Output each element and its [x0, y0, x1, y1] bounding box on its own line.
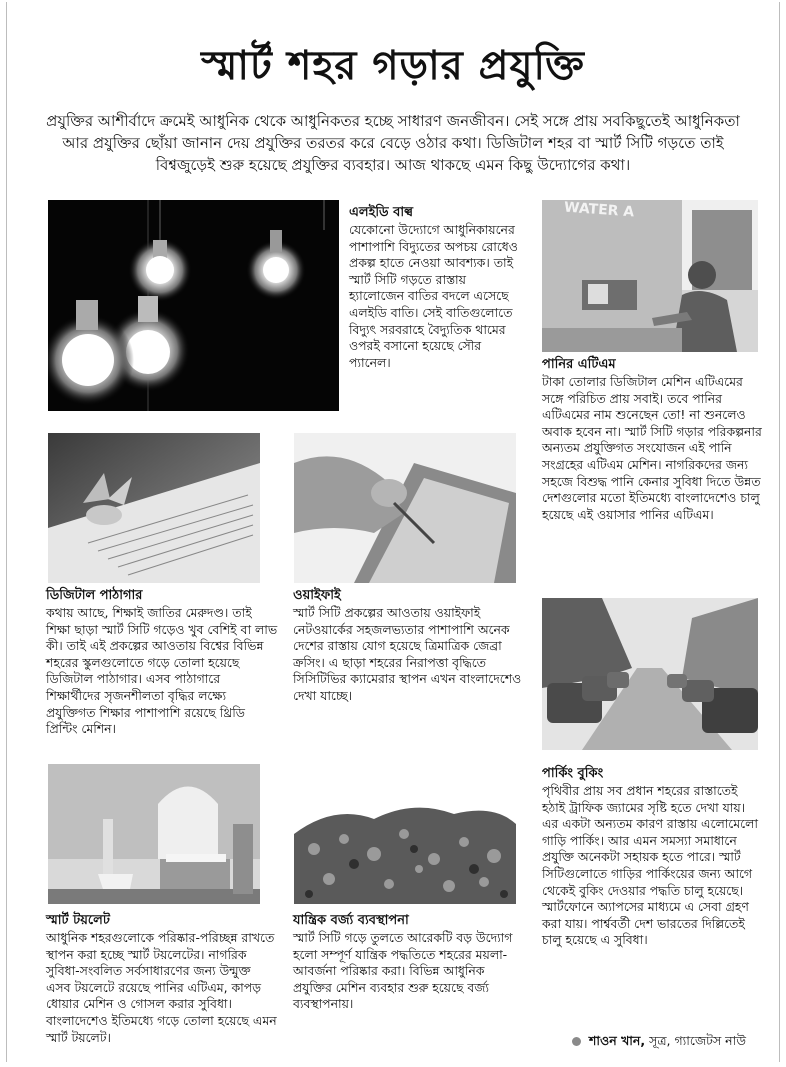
wifi-body: স্মার্ট সিটি প্রকল্পের আওতায় ওয়াইফাই নেটওয়ার্কের সহজলভ্যতার পাশাপাশি অনেক দেশের রাস্তায় যোগ হয়েছে ত্রিমাত্রিক জেব্রা ক্রসিং। এ ছাড়া শহরের নিরাপত্তা বৃদ্ধিতে সিসিটিভির ক্যামেরার স্থাপন এখন বাংলাদেশেও দেখা যাচ্ছে।: [293, 605, 522, 703]
water-atm-body: টাকা তোলার ডিজিটাল মেশিন এটিএমের সঙ্গে পরিচিত প্রায় সবাই। তবে পানির এটিএমের নাম শুনেছেন তো! না শুনলেও অবাক হবেন না। স্মার্ট সিটি গড়ার পরিকল্পনার অন্যতম প্রযুক্তিগত সংযোজন এই পানি সংগ্রহের এটিএম মেশিন। নাগরিকদের জন্য সহজে বিশুদ্ধ পানি কেনার সুবিধা দিতে উন্নত দেশগুলোর মতো ইতিমধ্যে বাংলাদেশেও চালু হয়েছে এই ওয়াসার পানির এটিএম।: [542, 374, 762, 522]
waste-management-heading: যান্ত্রিক বর্জ্য ব্যবস্থাপনা: [293, 913, 409, 928]
waste-management-body: স্মার্ট সিটি গড়ে তুলতে আরেকটি বড় উদ্যোগ হলো সম্পূর্ণ যান্ত্রিক পদ্ধতিতে শহরের ময়লা-আবর্জনা পরিষ্কার করা। বিভিন্ন আধুনিক প্রযুক্তির মেশিন ব্যবহার শুরু হয়েছে বর্জ্য ব্যবস্থাপনায়।: [293, 930, 513, 1012]
parking-body: পৃথিবীর প্রায় সব প্রধান শহরের রাস্তাতেই হঠাই ট্রাফিক জ্যামের সৃষ্টি হতে দেখা যায়। এর একটা অন্যতম কারণ রাস্তায় এলোমেলো গাড়ি পার্কিং। আর এমন সমস্যা সমাধানে প্রযুক্তি অনেকটা সহায়ক হতে পারে। স্মার্ট সিটিগুলোতে গাড়ির পার্কিংয়ের জন্য আগে থেকেই বুকিং দেওয়ার পদ্ধতি চালু হয়েছে। স্মার্টফোনে অ্যাপসের মাধ্যমে এ সেবা গ্রহণ করা যায়। পার্শ্ববর্তী দেশ ভারতের দিল্লিতেই চালু হয়েছে এ সুবিধা।: [542, 783, 758, 948]
parking-street-photo: [542, 598, 758, 750]
digital-library-body: কথায় আছে, শিক্ষাই জাতির মেরুদণ্ড। তাই শিক্ষা ছাড়া স্মার্ট সিটি গড়েও খুব বেশিই বা লাভ কী। তাই এই প্রকল্পের আওতায় বিশ্বের বিভিন্ন শহরের স্কুলগুলোতে গড়ে তোলা হয়েছে ডিজিটাল পাঠাগার। এসব পাঠাগারে শিক্ষার্থীদের সৃজনশীলতা বৃদ্ধির লক্ষ্যে প্রযুক্তিগত শিক্ষার পাশাপাশি রয়েছে থ্রিডি প্রিন্টিং মেশিন।: [46, 605, 278, 737]
page-title: স্মার্ট শহর গড়ার প্রযুক্তি: [201, 42, 585, 89]
digital-library-photo: [48, 433, 260, 583]
wifi-heading: ওয়াইফাই: [293, 588, 341, 603]
digital-library-heading: ডিজিটাল পাঠাগার: [46, 588, 143, 603]
led-body: যেকোনো উদ্যোগে আধুনিকায়নের পাশাপাশি বিদ্যুতের অপচয় রোধেও প্রকল্প হাতে নেওয়া আবশ্যক। তাই স্মার্ট সিটি গড়তে রাস্তায় হ্যালোজেন বাতির বদলে এসেছে এলইডি বাতি। সেই বাতিগুলোতে বিদ্যুৎ সরবরাহে বৈদ্যুতিক থামের ওপরই বসানো হয়েছে সৌর প্যানেল।: [349, 222, 518, 370]
led-section: [349, 205, 524, 371]
smart-toilet-section: [46, 913, 278, 1046]
digital-library-section: [46, 588, 278, 738]
water-atm-heading: পানির এটিএম: [542, 357, 616, 372]
credit-line: [572, 1033, 746, 1053]
water-atm-sign-text: WATER A: [563, 200, 635, 221]
smart-toilet-photo: [48, 764, 260, 904]
parking-heading: পার্কিং বুকিং: [542, 766, 604, 781]
water-atm-section: [542, 357, 762, 523]
led-bulbs-photo: [48, 200, 339, 411]
waste-management-photo: [294, 764, 516, 904]
smart-toilet-heading: স্মার্ট টয়লেট: [46, 913, 110, 928]
wifi-section: [293, 588, 525, 705]
waste-management-section: [293, 913, 525, 1013]
intro-paragraph: প্রযুক্তির আশীর্বাদে ক্রমেই আধুনিক থেকে আধুনিকতর হচ্ছে সাধারণ জনজীবন। সেই সঙ্গে প্রায় সবকিছুতেই আধুনিকতা আর প্রযুক্তির ছোঁয়া জানান দেয় প্রযুক্তির তরতর করে বেড়ে ওঠার কথা। ডিজিটাল শহর বা স্মার্ট সিটি গড়তে তাই বিশ্বজুড়েই শুরু হয়েছে প্রযুক্তির ব্যবহার। আজ থাকছে এমন কিছু উদ্যোগের কথা।: [46, 112, 740, 174]
led-heading: এলইডি বাল্ব: [349, 205, 414, 220]
wifi-tablet-photo: [294, 433, 516, 583]
parking-section: [542, 766, 764, 949]
water-atm-photo: [542, 200, 758, 352]
credit-source: সূত্র, গ্যাজেটস নাউ: [649, 1033, 746, 1048]
bullet-icon: [572, 1037, 581, 1046]
smart-toilet-body: আধুনিক শহরগুলোকে পরিষ্কার-পরিচ্ছন্ন রাখতে স্থাপন করা হচ্ছে স্মার্ট টয়লেটের। নাগরিক সুবিধা-সংবলিত সর্বসাধারণের জন্য উন্মুক্ত এসব টয়লেটে রয়েছে পানির এটিএম, কাপড় ধোয়ার মেশিন ও গোসল করার সুবিধা। বাংলাদেশেও ইতিমধ্যে গড়ে তোলা হয়েছে এমন স্মার্ট টয়লেট।: [46, 930, 277, 1045]
credit-author: শাওন খান,: [589, 1033, 646, 1048]
